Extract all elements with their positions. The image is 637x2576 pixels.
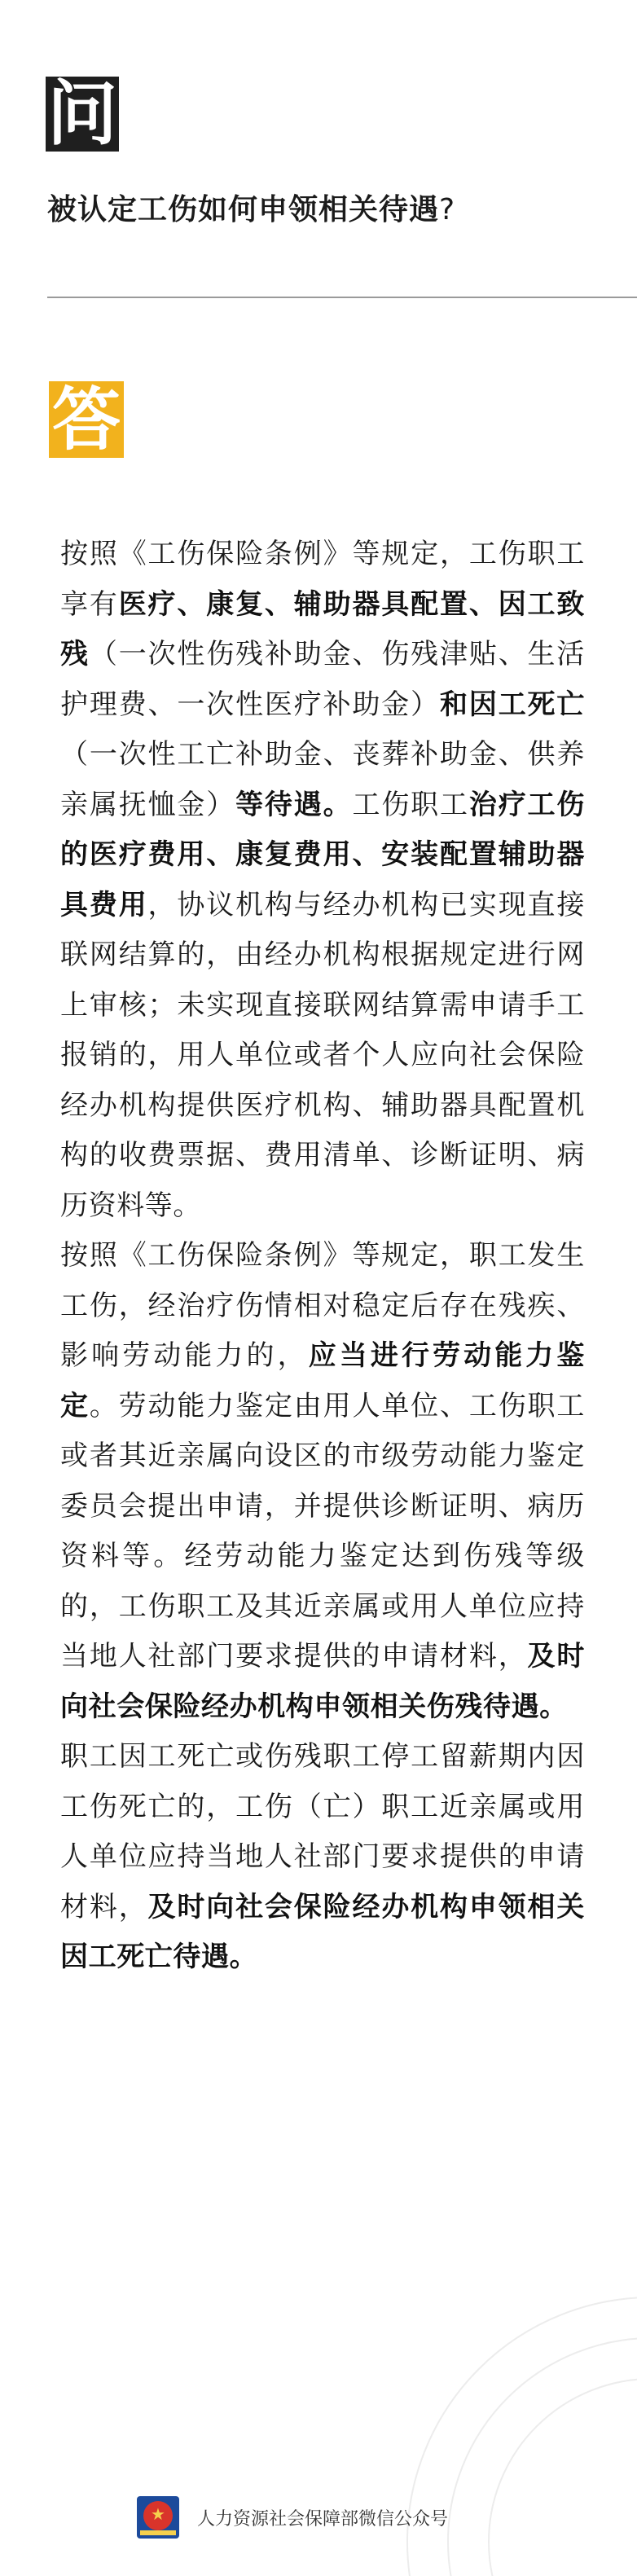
mohrss-emblem-icon: ★: [137, 2496, 179, 2539]
question-mark: ?: [439, 193, 456, 226]
emphasis-text: 及时向社会保险经办机构申领相关伤残待遇。: [60, 1640, 585, 1723]
answer-paragraph: [60, 530, 585, 1231]
body-text-run: 。劳动能力鉴定由用人单位、工伤职工或者其近亲属向设区的市级劳动能力鉴定委员会提出申请，并提供诊断证明、病历资料等。经劳动能力鉴定达到伤残等级的，工伤职工及其近亲属或用人单位应持当地人社部门要求提供的申请材料，: [60, 1389, 585, 1673]
answer-paragraph: [60, 1732, 585, 1983]
emphasis-text: 医疗、康复、辅助器具配置、因工致残: [60, 587, 585, 670]
emphasis-text: 等待遇。: [235, 788, 353, 821]
body-text-run: 职工因工死亡或伤残职工停工留薪期内因工伤死亡的，工伤（亡）职工近亲属或用人单位应持当地人社部门要求提供的申请材料，: [60, 1740, 585, 1923]
question-icon: 问: [47, 73, 117, 155]
body-text-run: 按照《工伤保险条例》等规定，工伤职工享有: [60, 538, 585, 621]
divider: [47, 297, 637, 298]
footer-org-name: 人力资源社会保障部微信公众号: [197, 2508, 449, 2530]
emphasis-text: 和因工死亡: [440, 688, 586, 721]
answer-body: [60, 530, 585, 1983]
body-text-run: 工伤职工: [352, 788, 469, 821]
emphasis-text: 及时向社会保险经办机构申领相关因工死亡待遇。: [60, 1890, 585, 1973]
answer-paragraph: [60, 1231, 585, 1732]
emphasis-text: 治疗工伤的医疗费用、康复费用、安装配置辅助器具费用: [60, 788, 585, 921]
emphasis-text: 应当进行劳动能力鉴定: [60, 1339, 585, 1422]
question-text: 被认定工伤如何申领相关待遇: [47, 193, 440, 226]
answer-icon: 答: [49, 381, 124, 458]
body-text-run: （一次性工亡补助金、丧葬补助金、供养亲属抚恤金）: [60, 738, 585, 821]
question-heading: [47, 189, 609, 231]
footer: [137, 2496, 448, 2539]
body-text-run: ，协议机构与经办机构已实现直接联网结算的，由经办机构根据规定进行网上审核；未实现直接联网结算需申请手工报销的，用人单位或者个人应向社会保险经办机构提供医疗机构、辅助器具配置机构的收费票据、费用清单、诊断证明、病历资料等。: [60, 888, 585, 1222]
body-text-run: （一次性伤残补助金、伤残津贴、生活护理费、一次性医疗补助金）: [60, 638, 585, 721]
body-text-run: 按照《工伤保险条例》等规定，职工发生工伤，经治疗伤情相对稳定后存在残疾、影响劳动能力的，: [60, 1239, 585, 1372]
